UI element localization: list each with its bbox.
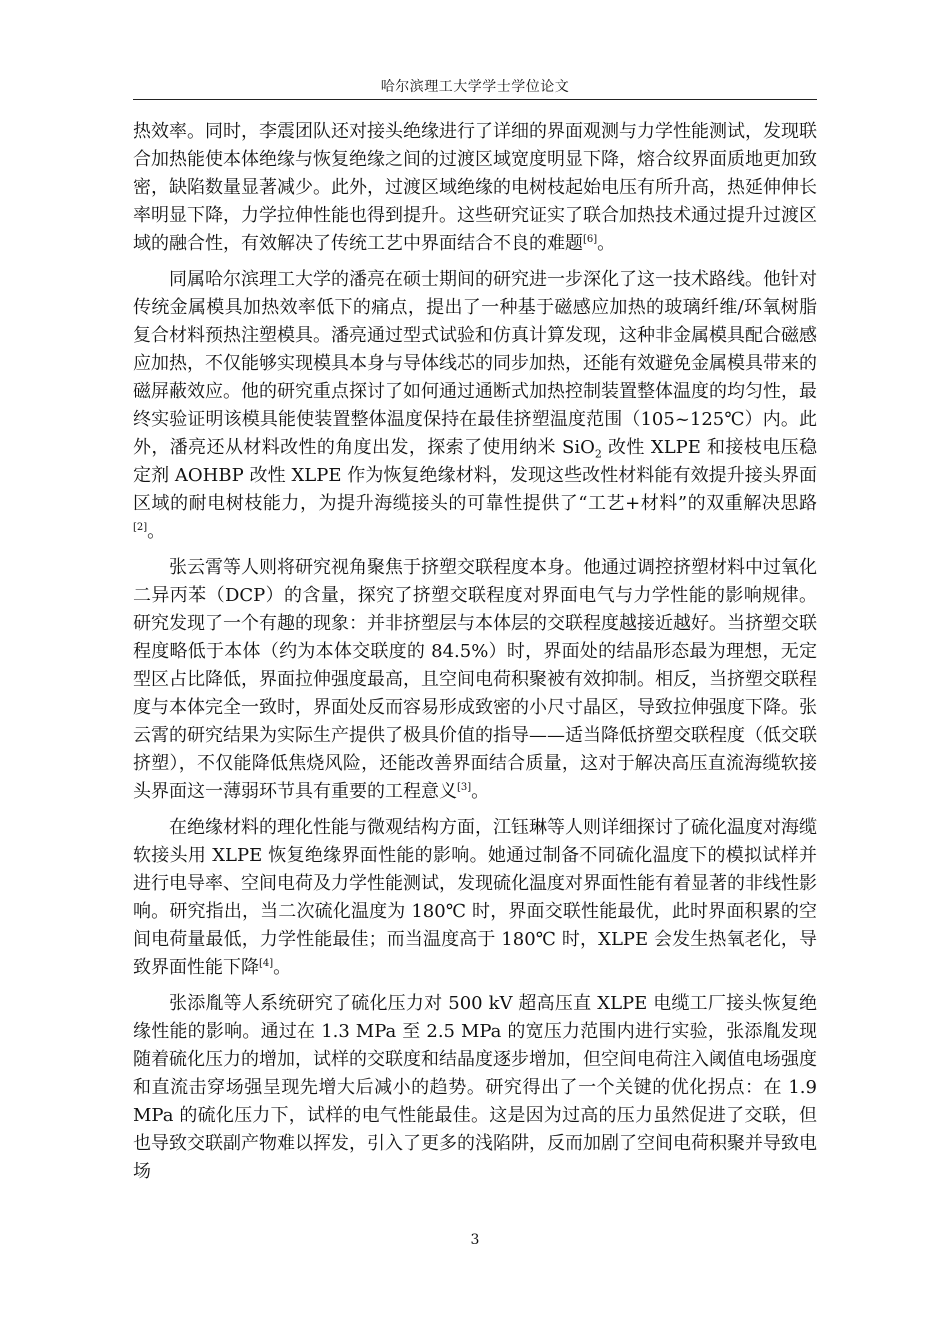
paragraph-end: 。 xyxy=(273,957,292,978)
paragraph-end: 。 xyxy=(471,781,490,802)
paragraph-text: 张云霄等人则将研究视角聚焦于挤塑交联程度本身。他通过调控挤塑材料中过氧化二异丙苯（DCP）的含量，探究了挤塑交联程度对界面电气与力学性能的影响规律。研究发现了一个有趣的现象：并非挤塑层与本体层的交联程度越接近越好。当挤塑交联程度略低于本体（约为本体交联度的 84.5%）时，界面处的结晶形态最为理想，无定型区占比降低，界面拉伸强度最高，且空间电荷积聚被有效抑制。相反，当挤塑交联程度与本体完全一致时，界面处反而容易形成致密的小尺寸晶区，导致拉伸强度下降。张云霄的研究结果为实际生产提供了极具价值的指导——适当降低挤塑交联程度（低交联挤塑），不仅能降低焦烧风险，还能改善界面结合质量，这对于解决高压直流海缆软接头界面这一薄弱环节具有重要的工程意义 xyxy=(133,557,817,802)
paragraph-text-continued: 改性 XLPE 和接枝电压稳定剂 AOHBP 改性 XLPE 作为恢复绝缘材料，发现这些改性材料能有效提升接头界面区域的耐电树枝能力，为提升海缆接头的可靠性提供了“工艺+材料”的双重解决思路 xyxy=(133,437,817,514)
page-number: 3 xyxy=(470,1232,480,1248)
citation-ref: [3] xyxy=(457,782,472,793)
running-header: 哈尔滨理工大学学士学位论文 xyxy=(380,79,570,95)
citation-ref: [4] xyxy=(259,958,274,969)
citation-ref: [2] xyxy=(133,522,148,533)
paragraph-text: 同属哈尔滨理工大学的潘亮在硕士期间的研究进一步深化了这一技术路线。他针对传统金属模具加热效率低下的痛点，提出了一种基于磁感应加热的玻璃纤维/环氧树脂复合材料预热注塑模具。潘亮通过型式试验和仿真计算发现，这种非金属模具配合磁感应加热，不仅能够实现模具本身与导体线芯的同步加热，还能有效避免金属模具带来的磁屏蔽效应。他的研究重点探讨了如何通过通断式加热控制装置整体温度的均匀性，最终实验证明该模具能使装置整体温度保持在最佳挤塑温度范围（105~125℃）内。此外，潘亮还从材料改性的角度出发，探索了使用纳米 SiO xyxy=(133,269,817,458)
paragraph-3 xyxy=(133,554,817,806)
subscript: 2 xyxy=(594,447,602,461)
header-rule xyxy=(133,99,817,100)
paragraph-end: 。 xyxy=(597,233,616,254)
body-text xyxy=(133,118,817,1203)
paragraph-text: 在绝缘材料的理化性能与微观结构方面，江钰琳等人则详细探讨了硫化温度对海缆软接头用 XLPE 恢复绝缘界面性能的影响。她通过制备不同硫化温度下的模拟试样并进行电导率、空间电荷及力学性能测试，发现硫化温度对界面性能有着显著的非线性影响。研究指出，当二次硫化温度为 180℃ 时，界面交联性能最优，此时界面积累的空间电荷量最低，力学性能最佳；而当温度高于 180℃ 时，XLPE 会发生热氧老化，导致界面性能下降 xyxy=(133,817,817,978)
paragraph-end: 。 xyxy=(147,521,166,542)
paragraph-4 xyxy=(133,814,817,982)
paragraph-text: 热效率。同时，李震团队还对接头绝缘进行了详细的界面观测与力学性能测试，发现联合加热能使本体绝缘与恢复绝缘之间的过渡区域宽度明显下降，熔合纹界面质地更加致密，缺陷数量显著减少。此外，过渡区域绝缘的电树枝起始电压有所升高，热延伸伸长率明显下降，力学拉伸性能也得到提升。这些研究证实了联合加热技术通过提升过渡区域的融合性，有效解决了传统工艺中界面结合不良的难题 xyxy=(133,121,817,254)
paragraph-text: 张添胤等人系统研究了硫化压力对 500 kV 超高压直 XLPE 电缆工厂接头恢复绝缘性能的影响。通过在 1.3 MPa 至 2.5 MPa 的宽压力范围内进行实验，张添胤发现随着硫化压力的增加，试样的交联度和结晶度逐步增加，但空间电荷注入阈值电场强度和直流击穿场强呈现先增大后减小的趋势。研究得出了一个关键的优化拐点：在 1.9 MPa 的硫化压力下，试样的电气性能最佳。这是因为过高的压力虽然促进了交联，但也导致交联副产物难以挥发，引入了更多的浅陷阱，反而加剧了空间电荷积聚并导致电场 xyxy=(133,993,817,1182)
citation-ref: [6] xyxy=(583,234,598,245)
paragraph-1 xyxy=(133,118,817,258)
paragraph-2 xyxy=(133,266,817,546)
paragraph-5 xyxy=(133,990,817,1186)
